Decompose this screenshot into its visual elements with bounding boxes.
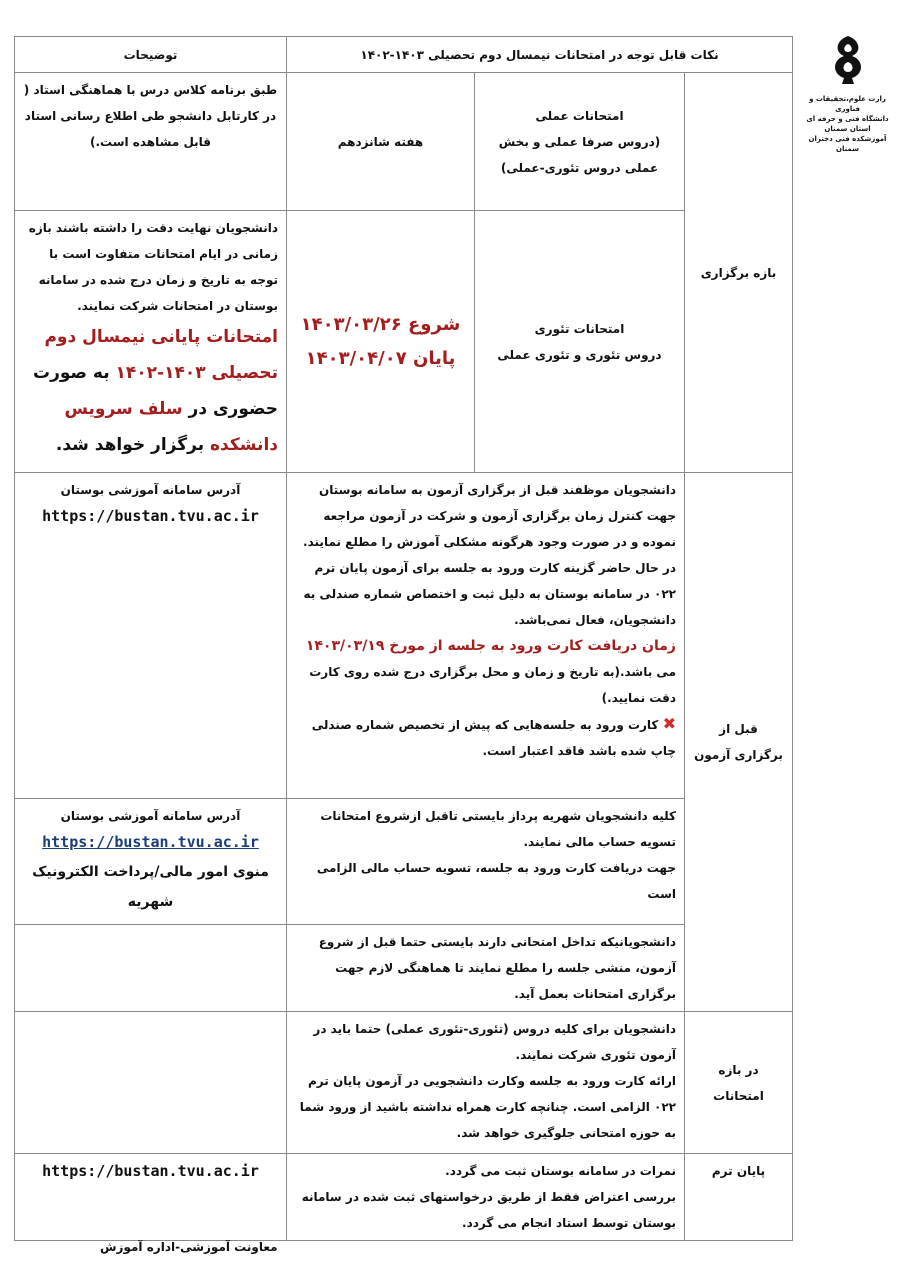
end-of-term-note	[15, 1154, 287, 1241]
exam-type-desc: دروس تئوری و تئوری عملی	[497, 347, 662, 362]
finance-note	[15, 799, 287, 925]
finance-p1: کلیه دانشجویان شهریه پرداز بایستی تاقبل ازشروع امتحانات تسویه حساب مالی نمایند.	[320, 809, 676, 849]
before-exam-p4-text: کارت ورود به جلسه‌هایی که پیش از تخصیص شماره صندلی چاپ شده باشد فاقد اعتبار است.	[311, 718, 676, 758]
exam-notes-table	[14, 36, 793, 1241]
cross-icon: ✖	[662, 714, 676, 733]
college-logo	[800, 30, 895, 153]
bustan-link-grades[interactable]: https://bustan.tvu.ac.ir	[42, 1162, 259, 1180]
end-date: پایان ۱۴۰۳/۰۴/۰۷	[305, 347, 456, 369]
college-emblem-icon	[818, 30, 878, 90]
theory-note-end: برگزار خواهد شد.	[55, 435, 205, 455]
finance-details	[287, 799, 685, 925]
conflict-note	[15, 925, 287, 1012]
before-exam-p3: می باشد.(به تاریخ و زمان و محل برگزاری درج شده روی کارت دقت نمایید.)	[309, 665, 676, 705]
exam-type-practical	[475, 73, 685, 211]
logo-line-1: رارت علوم،تحقیقات و فناوری	[809, 95, 886, 113]
end-of-term-details	[287, 1154, 685, 1241]
during-exam-p2: ارائه کارت ورود به جلسه وکارت دانشجویی در آزمون پایان ترم ۰۲۲ الزامی است. چنانچه کارت همراه نداشته باشید از ورود شما به حوزه امتحانی جلوگیری خواهد شد.	[299, 1074, 676, 1140]
theory-note	[15, 211, 287, 473]
bustan-link-finance[interactable]: https://bustan.tvu.ac.ir	[42, 833, 259, 851]
exam-type-title: امتحانات عملی	[535, 108, 624, 123]
finance-menu-path: منوی امور مالی/پرداخت الکترونیک شهریه	[32, 864, 269, 910]
card-date-red: زمان دریافت کارت ورود به جلسه از مورخ ۱۴۰۳/۰۳/۱۹	[305, 638, 676, 654]
table-title: نکات قابل توجه در امتحانات نیمسال دوم تحصیلی ۱۴۰۳-۱۴۰۲	[287, 37, 793, 73]
section-label-before-exam: قبل از برگزاری آزمون	[685, 473, 793, 1012]
end-of-term-p1: نمرات در سامانه بوستان ثبت می گردد.	[445, 1164, 676, 1178]
section-label-period: بازه برگزاری	[685, 73, 793, 473]
before-exam-details	[287, 473, 685, 799]
bustan-label: آدرس سامانه آموزشی بوستان	[60, 483, 241, 497]
start-date: شروع ۱۴۰۳/۰۳/۲۶	[300, 313, 461, 335]
bustan-link[interactable]: https://bustan.tvu.ac.ir	[42, 507, 259, 525]
theory-note-red: امتحانات پایانی نیمسال دوم تحصیلی ۱۴۰۳-۱۴۰۲	[44, 327, 278, 383]
conflict-p1: دانشجویانیکه تداخل امتحانی دارند بایستی حتما قبل از شروع آزمون، منشی جلسه را مطلع نمایند تا هماهنگی لازم جهت برگزاری امتحانات بعمل آید.	[318, 935, 676, 1001]
theory-note-red-2: سلف سرویس دانشکده	[64, 399, 278, 455]
theory-note-mid: به صورت حضوری در	[33, 363, 278, 419]
theory-dates	[287, 211, 475, 473]
bustan-address-note	[15, 473, 287, 799]
during-exam-note	[15, 1012, 287, 1154]
section-label-during-exam: در بازه امتحانات	[685, 1012, 793, 1154]
finance-p2: جهت دریافت کارت ورود به جلسه، تسویه حساب مالی الزامی است	[316, 861, 676, 901]
practical-timing: هفته شانزدهم	[287, 73, 475, 211]
theory-note-plain: دانشجویان نهایت دقت را داشته باشند بازه زمانی در ایام امتحانات متفاوت است با توجه به تاریخ و زمان درج شده در سامانه بوستان در امتحانات شرکت نمایند.	[28, 221, 278, 313]
before-exam-p1: دانشجویان موظفند قبل از برگزاری آزمون به سامانه بوستان جهت کنترل زمان برگزاری آزمون و شرکت در آزمون مراجعه نموده و در صورت وجود هرگونه مشکلی آموزش را مطلع نمایند.	[303, 483, 676, 549]
before-exam-p2: در حال حاضر گزینه کارت ورود به جلسه برای آزمون پایان ترم ۰۲۲ در سامانه بوستان به دلیل ثبت و اختصاص شماره صندلی به دانشجویان، فعال نمی‌باشد.	[303, 561, 676, 627]
before-exam-p4	[295, 711, 676, 764]
theory-note-emphasis	[23, 319, 278, 463]
footer-signature: معاونت آموزشی-اداره آموزش	[100, 1240, 278, 1254]
logo-line-2: دانشگاه فنی و حرفه ای استان سمنان	[806, 115, 889, 133]
section-label-end-of-term: پایان ترم	[685, 1154, 793, 1241]
exam-type-title: امتحانات تئوری	[534, 321, 625, 336]
end-of-term-p2: بررسی اعتراض فقط از طریق درخواستهای ثبت شده در سامانه بوستان توسط استاد انجام می گردد.	[301, 1190, 676, 1230]
during-exam-details	[287, 1012, 685, 1154]
exam-type-desc: (دروس صرفا عملی و بخش عملی دروس تئوری-عملی)	[498, 134, 661, 175]
notes-column-header: توضیحات	[15, 37, 287, 73]
bustan-label: آدرس سامانه آموزشی بوستان	[60, 809, 241, 823]
exam-type-theory	[475, 211, 685, 473]
logo-line-3: آموزشکده فنی دختران سمنان	[808, 135, 887, 153]
during-exam-p1: دانشجویان برای کلیه دروس (تئوری-تئوری عملی) حتما باید در آزمون تئوری شرکت نمایند.	[313, 1022, 676, 1062]
practical-note: طبق برنامه کلاس درس با هماهنگی استاد ( در کارتابل دانشجو طی اطلاع رسانی استاد قابل مشاهده است.)	[15, 73, 287, 211]
conflict-details	[287, 925, 685, 1012]
